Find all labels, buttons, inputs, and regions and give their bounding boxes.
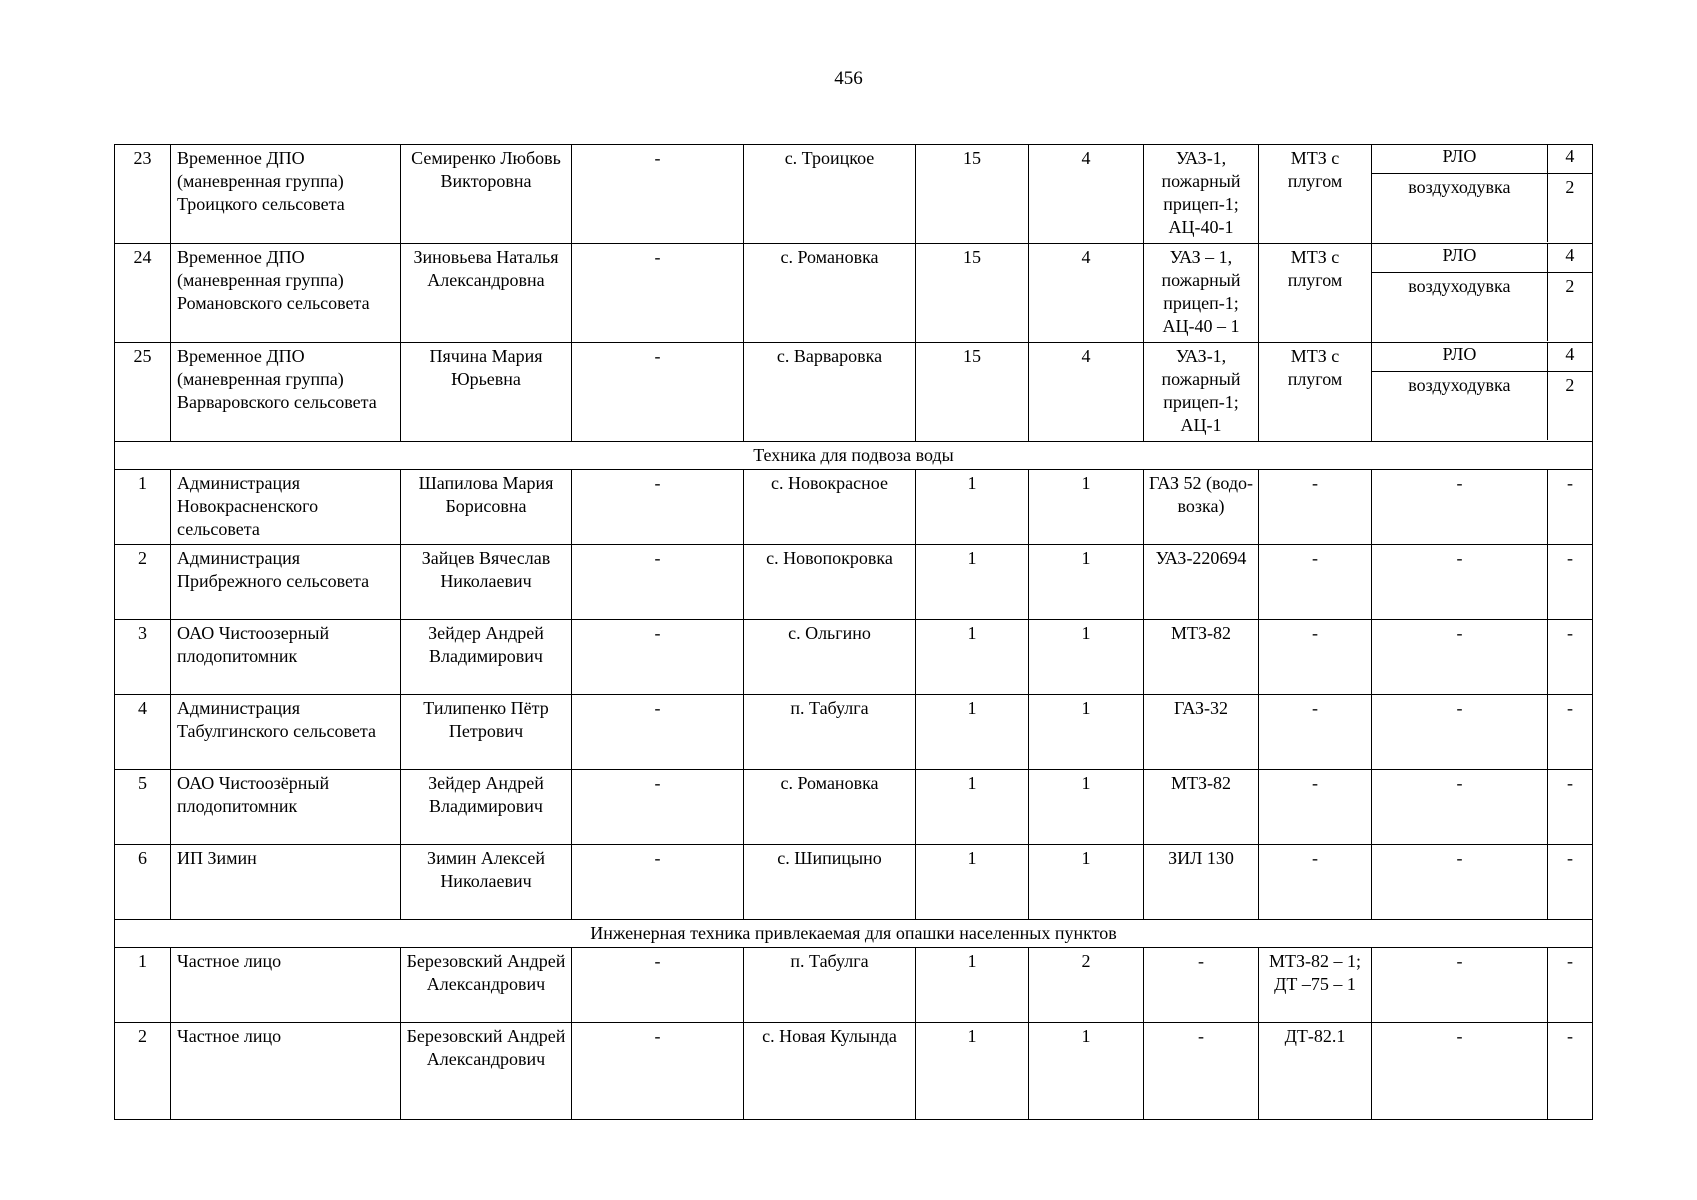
organization: Временное ДПО (маневренная группа) Троицкого сельсовета xyxy=(171,145,401,244)
location: с. Троицкое xyxy=(744,145,916,244)
organization: Частное лицо xyxy=(171,1023,401,1120)
location: п. Табулга xyxy=(744,695,916,770)
location: с. Романовка xyxy=(744,770,916,845)
equipment-name: воздуходувка xyxy=(1372,174,1547,243)
table-row xyxy=(115,244,1593,343)
equipment-qty: 4 xyxy=(1547,244,1592,273)
responsible-person: Березовский Андрей Александрович xyxy=(401,948,572,1023)
table-row xyxy=(115,145,1593,244)
section-header-row xyxy=(115,442,1593,470)
equipment-qty: 2 xyxy=(1565,375,1575,395)
equipment-name: воздуходувка xyxy=(1372,273,1547,342)
equipment-cell xyxy=(1372,145,1593,244)
row-number: 23 xyxy=(115,145,171,244)
row-number: 2 xyxy=(115,1023,171,1120)
machinery: - xyxy=(1259,845,1372,920)
machinery: - xyxy=(1259,695,1372,770)
unit-count: 1 xyxy=(1029,545,1144,620)
people-count: 15 xyxy=(916,145,1029,244)
unit-count: 4 xyxy=(1029,343,1144,442)
vehicles: УАЗ-1, пожарный прицеп-1; АЦ-40-1 xyxy=(1144,145,1259,244)
equipment-qty: 4 xyxy=(1547,145,1592,174)
unit-count: 2 xyxy=(1029,948,1144,1023)
organization: ИП Зимин xyxy=(171,845,401,920)
location: с. Новокрасное xyxy=(744,470,916,545)
location: с. Новая Кулында xyxy=(744,1023,916,1120)
equipment-subtable xyxy=(1372,244,1592,341)
equipment-qty: - xyxy=(1548,948,1593,1023)
equipment-cell xyxy=(1372,343,1593,442)
people-count: 1 xyxy=(916,948,1029,1023)
unit-count: 4 xyxy=(1029,145,1144,244)
equipment-qty: - xyxy=(1548,1023,1593,1120)
vehicles: УАЗ-220694 xyxy=(1144,545,1259,620)
equipment-subtable xyxy=(1372,343,1592,440)
unit-count: 1 xyxy=(1029,620,1144,695)
page-number: 456 xyxy=(834,68,863,89)
vehicles: УАЗ – 1, пожарный прицеп-1; АЦ-40 – 1 xyxy=(1144,244,1259,343)
equipment-name: - xyxy=(1372,620,1548,695)
equipment-qty: 2 xyxy=(1565,276,1575,296)
phone: - xyxy=(572,845,744,920)
vehicles: - xyxy=(1144,1023,1259,1120)
organization: Администрация Прибрежного сельсовета xyxy=(171,545,401,620)
table-row xyxy=(115,770,1593,845)
equipment-name: РЛО xyxy=(1372,343,1547,372)
organization: Частное лицо xyxy=(171,948,401,1023)
machinery: МТЗ с плугом xyxy=(1259,244,1372,343)
row-number: 25 xyxy=(115,343,171,442)
organization: Временное ДПО (маневренная группа) Варваровского сельсовета xyxy=(171,343,401,442)
vehicles: МТЗ-82 xyxy=(1144,620,1259,695)
responsible-person: Шапилова Мария Борисовна xyxy=(401,470,572,545)
phone: - xyxy=(572,770,744,845)
equipment-name: - xyxy=(1372,695,1548,770)
row-number: 3 xyxy=(115,620,171,695)
unit-count: 1 xyxy=(1029,1023,1144,1120)
phone: - xyxy=(572,470,744,545)
people-count: 15 xyxy=(916,244,1029,343)
equipment-name: воздуходувка xyxy=(1372,372,1547,441)
organization: Временное ДПО (маневренная группа) Романовского сельсовета xyxy=(171,244,401,343)
equipment-qty: - xyxy=(1548,620,1593,695)
resources-table xyxy=(114,144,1593,1120)
unit-count: 1 xyxy=(1029,770,1144,845)
equipment-qty: - xyxy=(1548,695,1593,770)
equipment-name: - xyxy=(1372,545,1548,620)
equipment-qty: - xyxy=(1548,470,1593,545)
location: с. Варваровка xyxy=(744,343,916,442)
section-title: Инженерная техника привлекаемая для опашки населенных пунктов xyxy=(115,920,1593,948)
unit-count: 4 xyxy=(1029,244,1144,343)
row-number: 6 xyxy=(115,845,171,920)
responsible-person: Семиренко Любовь Викторовна xyxy=(401,145,572,244)
phone: - xyxy=(572,620,744,695)
equipment-name: РЛО xyxy=(1372,244,1547,273)
row-number: 2 xyxy=(115,545,171,620)
organization: Администрация Новокрасненского сельсовета xyxy=(171,470,401,545)
table-row xyxy=(115,948,1593,1023)
machinery: - xyxy=(1259,545,1372,620)
equipment-name: РЛО xyxy=(1372,145,1547,174)
phone: - xyxy=(572,343,744,442)
machinery: - xyxy=(1259,620,1372,695)
location: с. Шипицыно xyxy=(744,845,916,920)
equipment-name: - xyxy=(1372,948,1548,1023)
row-number: 4 xyxy=(115,695,171,770)
phone: - xyxy=(572,145,744,244)
machinery: - xyxy=(1259,470,1372,545)
machinery: - xyxy=(1259,770,1372,845)
phone: - xyxy=(572,1023,744,1120)
organization: ОАО Чистоозёрный плодопитомник xyxy=(171,770,401,845)
unit-count: 1 xyxy=(1029,845,1144,920)
responsible-person: Зимин Алексей Николаевич xyxy=(401,845,572,920)
section-title: Техника для подвоза воды xyxy=(115,442,1593,470)
table-row xyxy=(115,620,1593,695)
equipment-name: - xyxy=(1372,1023,1548,1120)
people-count: 1 xyxy=(916,470,1029,545)
equipment-qty: - xyxy=(1548,770,1593,845)
phone: - xyxy=(572,545,744,620)
equipment-name: - xyxy=(1372,470,1548,545)
row-number: 1 xyxy=(115,948,171,1023)
responsible-person: Зейдер Андрей Владимирович xyxy=(401,770,572,845)
machinery: МТЗ с плугом xyxy=(1259,343,1372,442)
phone: - xyxy=(572,695,744,770)
equipment-qty: 4 xyxy=(1547,343,1592,372)
vehicles: ГАЗ 52 (водо-возка) xyxy=(1144,470,1259,545)
phone: - xyxy=(572,948,744,1023)
machinery: ДТ-82.1 xyxy=(1259,1023,1372,1120)
row-number: 5 xyxy=(115,770,171,845)
vehicles: ГАЗ-32 xyxy=(1144,695,1259,770)
section-header-row xyxy=(115,920,1593,948)
machinery: МТЗ-82 – 1; ДТ –75 – 1 xyxy=(1259,948,1372,1023)
unit-count: 1 xyxy=(1029,470,1144,545)
people-count: 1 xyxy=(916,770,1029,845)
responsible-person: Пячина Мария Юрьевна xyxy=(401,343,572,442)
table-row xyxy=(115,343,1593,442)
organization: ОАО Чистоозерный плодопитомник xyxy=(171,620,401,695)
responsible-person: Зайцев Вячеслав Николаевич xyxy=(401,545,572,620)
equipment-qty: 2 xyxy=(1565,177,1575,197)
table-row xyxy=(115,695,1593,770)
vehicles: УАЗ-1, пожарный прицеп-1; АЦ-1 xyxy=(1144,343,1259,442)
unit-count: 1 xyxy=(1029,695,1144,770)
people-count: 1 xyxy=(916,545,1029,620)
table-row xyxy=(115,545,1593,620)
vehicles: ЗИЛ 130 xyxy=(1144,845,1259,920)
location: с. Ольгино xyxy=(744,620,916,695)
people-count: 15 xyxy=(916,343,1029,442)
equipment-name: - xyxy=(1372,845,1548,920)
location: п. Табулга xyxy=(744,948,916,1023)
responsible-person: Тилипенко Пётр Петрович xyxy=(401,695,572,770)
responsible-person: Березовский Андрей Александрович xyxy=(401,1023,572,1120)
organization: Администрация Табулгинского сельсовета xyxy=(171,695,401,770)
table-row xyxy=(115,470,1593,545)
location: с. Романовка xyxy=(744,244,916,343)
location: с. Новопокровка xyxy=(744,545,916,620)
phone: - xyxy=(572,244,744,343)
table-row xyxy=(115,845,1593,920)
equipment-name: - xyxy=(1372,770,1548,845)
vehicles: - xyxy=(1144,948,1259,1023)
vehicles: МТЗ-82 xyxy=(1144,770,1259,845)
people-count: 1 xyxy=(916,620,1029,695)
row-number: 24 xyxy=(115,244,171,343)
equipment-qty: - xyxy=(1548,545,1593,620)
row-number: 1 xyxy=(115,470,171,545)
responsible-person: Зиновьева Наталья Александровна xyxy=(401,244,572,343)
people-count: 1 xyxy=(916,845,1029,920)
equipment-qty: - xyxy=(1548,845,1593,920)
equipment-cell xyxy=(1372,244,1593,343)
responsible-person: Зейдер Андрей Владимирович xyxy=(401,620,572,695)
machinery: МТЗ с плугом xyxy=(1259,145,1372,244)
people-count: 1 xyxy=(916,695,1029,770)
equipment-subtable xyxy=(1372,145,1592,242)
table-row xyxy=(115,1023,1593,1120)
people-count: 1 xyxy=(916,1023,1029,1120)
